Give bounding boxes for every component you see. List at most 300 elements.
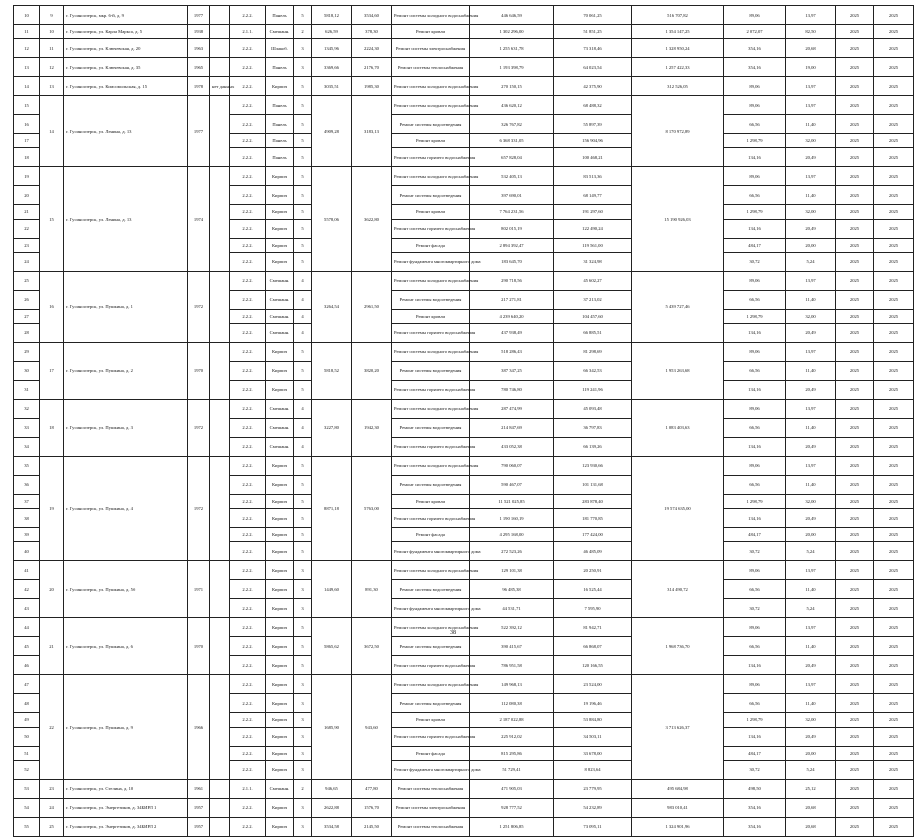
house-number: 24 xyxy=(40,798,64,817)
work-type: Ремонт системы водоотведения xyxy=(392,637,470,656)
building-group: 2.2.2. xyxy=(230,494,266,508)
plan-year-start: 2025 xyxy=(836,494,874,508)
building-group: 2.1.1. xyxy=(230,25,266,39)
table-row xyxy=(14,77,914,96)
year-note xyxy=(210,39,230,58)
contribution: 16 525,44 xyxy=(554,580,632,599)
row-number: 53 xyxy=(14,779,40,798)
specific-cost: 1 298,79 xyxy=(724,134,786,148)
specific-cost: 134,16 xyxy=(724,148,786,167)
wall-material: Кирпич xyxy=(266,746,294,760)
work-type: Ремонт системы водоотведения xyxy=(392,418,470,437)
contribution: 55 897,39 xyxy=(554,115,632,134)
house-number: 11 xyxy=(40,39,64,58)
work-type: Ремонт системы горячего водоснабжения xyxy=(392,656,470,675)
specific-cost: 66,56 xyxy=(724,694,786,713)
specific-cost: 89,06 xyxy=(724,167,786,186)
building-group: 2.2.2. xyxy=(230,528,266,542)
row-number: 54 xyxy=(14,798,40,817)
work-type: Ремонт фасада xyxy=(392,238,470,252)
contribution: 119 561,00 xyxy=(554,238,632,252)
plan-year-start: 2025 xyxy=(836,675,874,694)
building-group: 2.2.2. xyxy=(230,6,266,25)
year-note xyxy=(210,399,230,456)
row-number: 51 xyxy=(14,746,40,760)
rate-value: 11,40 xyxy=(786,290,836,309)
year-note xyxy=(210,779,230,798)
plan-year-end: 2025 xyxy=(874,167,914,186)
floor-count: 3 xyxy=(294,746,312,760)
contribution: 66 868,07 xyxy=(554,637,632,656)
house-address: г. Гусиноозерск, ул. Ленина, д. 13 xyxy=(64,96,188,167)
row-number: 30 xyxy=(14,361,40,380)
specific-cost: 484,17 xyxy=(724,238,786,252)
rate-value: 20,49 xyxy=(786,323,836,342)
row-number: 24 xyxy=(14,252,40,271)
contribution: 81 942,71 xyxy=(554,618,632,637)
work-cost: 11 521 025,85 xyxy=(470,494,554,508)
plan-year-start: 2025 xyxy=(836,656,874,675)
row-number: 40 xyxy=(14,542,40,561)
work-cost: 4 295 168,00 xyxy=(470,528,554,542)
work-cost: 437 938,49 xyxy=(470,323,554,342)
year-note xyxy=(210,271,230,342)
rate-value: 82,50 xyxy=(786,25,836,39)
plan-year-start: 2025 xyxy=(836,618,874,637)
table-row xyxy=(14,58,914,77)
floor-count: 4 xyxy=(294,290,312,309)
house-number: 20 xyxy=(40,561,64,618)
row-number: 20 xyxy=(14,186,40,205)
specific-cost: 134,16 xyxy=(724,380,786,399)
plan-year-start: 2025 xyxy=(836,323,874,342)
specific-cost: 134,16 xyxy=(724,219,786,238)
work-cost: 272 523,26 xyxy=(470,542,554,561)
plan-year-start: 2025 xyxy=(836,475,874,494)
work-type: Ремонт системы водоотведения xyxy=(392,580,470,599)
house-total-cost: 5 439 727,46 xyxy=(632,271,724,342)
plan-year-end: 2025 xyxy=(874,96,914,115)
work-type: Ремонт системы холодного водоснабжения xyxy=(392,96,470,115)
total-area: 5578,06 xyxy=(312,167,352,271)
plan-year-start: 2025 xyxy=(836,509,874,528)
build-year: 1970 xyxy=(188,342,210,399)
work-type: Ремонт системы водоотведения xyxy=(392,361,470,380)
work-cost: 270 150,15 xyxy=(470,77,554,96)
building-group: 2.2.2. xyxy=(230,542,266,561)
work-cost: 7 764 231,56 xyxy=(470,205,554,219)
plan-year-end: 2025 xyxy=(874,494,914,508)
row-number: 47 xyxy=(14,675,40,694)
living-area: 2145,50 xyxy=(352,817,392,836)
work-type: Ремонт системы холодного водоснабжения xyxy=(392,456,470,475)
rate-value: 11,40 xyxy=(786,361,836,380)
plan-year-start: 2025 xyxy=(836,115,874,134)
year-note xyxy=(210,618,230,675)
work-cost: 780 746,80 xyxy=(470,380,554,399)
plan-year-end: 2025 xyxy=(874,186,914,205)
house-number: 16 xyxy=(40,271,64,342)
building-group: 2.2.2. xyxy=(230,77,266,96)
plan-year-end: 2025 xyxy=(874,542,914,561)
plan-year-end: 2025 xyxy=(874,238,914,252)
specific-cost: 89,06 xyxy=(724,561,786,580)
year-note xyxy=(210,58,230,77)
plan-year-start: 2025 xyxy=(836,418,874,437)
floor-count: 5 xyxy=(294,542,312,561)
contribution: 156 904,96 xyxy=(554,134,632,148)
house-address: г. Гусиноозерск, ул. Стелина, д. 10 xyxy=(64,779,188,798)
contribution: 23 779,95 xyxy=(554,779,632,798)
wall-material: Смешанн. xyxy=(266,323,294,342)
row-number: 32 xyxy=(14,399,40,418)
specific-cost: 89,06 xyxy=(724,6,786,25)
contribution: 177 424,00 xyxy=(554,528,632,542)
specific-cost: 30,72 xyxy=(724,252,786,271)
work-type: Ремонт системы холодного водоснабжения xyxy=(392,77,470,96)
wall-material: Смешанн. xyxy=(266,290,294,309)
build-year: 1978 xyxy=(188,77,210,96)
specific-cost: 66,56 xyxy=(724,637,786,656)
work-cost: 290 718,56 xyxy=(470,271,554,290)
specific-cost: 354,16 xyxy=(724,39,786,58)
building-group: 2.2.2. xyxy=(230,399,266,418)
work-type: Ремонт системы горячего водоснабжения xyxy=(392,727,470,746)
specific-cost: 484,17 xyxy=(724,528,786,542)
specific-cost: 66,56 xyxy=(724,186,786,205)
house-address: г. Гусиноозерск, ул. Карла Маркса, д. 5 xyxy=(64,25,188,39)
plan-year-start: 2025 xyxy=(836,309,874,323)
plan-year-end: 2025 xyxy=(874,252,914,271)
total-area: 5818,52 xyxy=(312,342,352,399)
work-cost: 397 690,01 xyxy=(470,186,554,205)
building-group: 2.2.2. xyxy=(230,167,266,186)
wall-material: Смешанн. xyxy=(266,25,294,39)
building-group: 2.2.2. xyxy=(230,798,266,817)
rate-value: 13,97 xyxy=(786,6,836,25)
work-cost: 225 912,02 xyxy=(470,727,554,746)
work-cost: 518 286,43 xyxy=(470,342,554,361)
house-address: г. Гусиноозерск, ул. Пушкина, д. 4 xyxy=(64,456,188,560)
table-row xyxy=(14,675,914,694)
work-cost: 2 187 022,88 xyxy=(470,713,554,727)
work-cost: 149 968,13 xyxy=(470,675,554,694)
rate-value: 25,12 xyxy=(786,779,836,798)
row-number: 42 xyxy=(14,580,40,599)
work-cost: 657 828,04 xyxy=(470,148,554,167)
specific-cost: 354,16 xyxy=(724,798,786,817)
wall-material: Смешанн. xyxy=(266,418,294,437)
build-year: 1963 xyxy=(188,39,210,58)
wall-material: Кирпич xyxy=(266,637,294,656)
work-type: Ремонт системы горячего водоснабжения xyxy=(392,380,470,399)
work-cost: 532 405,13 xyxy=(470,167,554,186)
work-type: Ремонт кровли xyxy=(392,494,470,508)
rate-value: 20,00 xyxy=(786,528,836,542)
wall-material: Кирпич xyxy=(266,219,294,238)
rate-value: 11,40 xyxy=(786,186,836,205)
plan-year-end: 2025 xyxy=(874,219,914,238)
building-group: 2.2.2. xyxy=(230,675,266,694)
contribution: 51 851,25 xyxy=(554,25,632,39)
rate-value: 5,24 xyxy=(786,252,836,271)
rate-value: 11,40 xyxy=(786,115,836,134)
building-group: 2.2.2. xyxy=(230,271,266,290)
year-note xyxy=(210,675,230,779)
contribution: 7 595,90 xyxy=(554,599,632,618)
build-year: 1961 xyxy=(188,779,210,798)
contribution: 33 678,00 xyxy=(554,746,632,760)
rate-value: 32,00 xyxy=(786,134,836,148)
floor-count: 3 xyxy=(294,39,312,58)
build-year: 1938 xyxy=(188,25,210,39)
specific-cost: 1 298,79 xyxy=(724,713,786,727)
house-total-cost: 495 684,98 xyxy=(632,779,724,798)
building-group: 2.2.2. xyxy=(230,342,266,361)
plan-year-start: 2025 xyxy=(836,58,874,77)
total-area: 1449,60 xyxy=(312,561,352,618)
contribution: 81 298,69 xyxy=(554,342,632,361)
rate-value: 11,40 xyxy=(786,580,836,599)
building-group: 2.2.2. xyxy=(230,817,266,836)
plan-year-start: 2025 xyxy=(836,713,874,727)
work-cost: 96 485,38 xyxy=(470,580,554,599)
total-area: 946,65 xyxy=(312,779,352,798)
plan-year-start: 2025 xyxy=(836,694,874,713)
table-row xyxy=(14,6,914,25)
work-cost: 436 620,12 xyxy=(470,96,554,115)
plan-year-end: 2025 xyxy=(874,580,914,599)
living-area: 5763,00 xyxy=(352,456,392,560)
wall-material: Кирпич xyxy=(266,760,294,779)
year-note xyxy=(210,817,230,836)
total-area: 3227,80 xyxy=(312,399,352,456)
work-type: Ремонт фундамента многоквартирного дома xyxy=(392,252,470,271)
row-number: 16 xyxy=(14,115,40,134)
total-area: 1345,96 xyxy=(312,39,352,58)
building-group: 2.2.2. xyxy=(230,219,266,238)
row-number: 14 xyxy=(14,77,40,96)
work-type: Ремонт фундамента многоквартирного дома xyxy=(392,542,470,561)
house-address: г. Гусиноозерск, ул. Пушкина, д. 9 xyxy=(64,675,188,779)
page-number: 38 xyxy=(450,630,456,636)
work-type: Ремонт системы теплоснабжения xyxy=(392,779,470,798)
row-number: 45 xyxy=(14,637,40,656)
plan-year-start: 2025 xyxy=(836,6,874,25)
plan-year-end: 2025 xyxy=(874,342,914,361)
house-number: 22 xyxy=(40,675,64,779)
row-number: 34 xyxy=(14,437,40,456)
wall-material: Кирпич xyxy=(266,561,294,580)
building-group: 2.2.2. xyxy=(230,418,266,437)
building-group: 2.2.2. xyxy=(230,727,266,746)
work-type: Ремонт системы электроснабжения xyxy=(392,39,470,58)
plan-year-end: 2025 xyxy=(874,115,914,134)
living-area: 943,60 xyxy=(352,675,392,779)
repair-register-table xyxy=(13,5,914,837)
rate-value: 20,68 xyxy=(786,798,836,817)
row-number: 22 xyxy=(14,219,40,238)
work-type: Ремонт системы горячего водоснабжения xyxy=(392,148,470,167)
work-cost: 129 101,38 xyxy=(470,561,554,580)
floor-count: 5 xyxy=(294,219,312,238)
row-number: 18 xyxy=(14,148,40,167)
house-address: г. Гусиноозерск, ул. Энергетиков, д. 34БИРЛ 2 xyxy=(64,817,188,836)
rate-value: 11,40 xyxy=(786,418,836,437)
plan-year-end: 2025 xyxy=(874,271,914,290)
house-total-cost: 516 707,82 xyxy=(632,6,724,25)
contribution: 104 457,60 xyxy=(554,309,632,323)
build-year: 1957 xyxy=(188,817,210,836)
wall-material: Кирпич xyxy=(266,475,294,494)
floor-count: 5 xyxy=(294,475,312,494)
plan-year-end: 2025 xyxy=(874,637,914,656)
house-address: г. Гусиноозерск, ул. Пушкина, д. 2 xyxy=(64,342,188,399)
row-number: 46 xyxy=(14,656,40,675)
contribution: 66 342,53 xyxy=(554,361,632,380)
plan-year-start: 2025 xyxy=(836,580,874,599)
contribution: 122 490,24 xyxy=(554,219,632,238)
house-total-cost: 1 968 736,70 xyxy=(632,618,724,675)
plan-year-start: 2025 xyxy=(836,167,874,186)
specific-cost: 89,06 xyxy=(724,618,786,637)
wall-material: Панель xyxy=(266,6,294,25)
plan-year-end: 2025 xyxy=(874,148,914,167)
work-cost: 928 777,52 xyxy=(470,798,554,817)
contribution: 34 503,11 xyxy=(554,727,632,746)
row-number: 31 xyxy=(14,380,40,399)
work-type: Ремонт системы холодного водоснабжения xyxy=(392,342,470,361)
work-cost: 326 767,82 xyxy=(470,115,554,134)
wall-material: Кирпич xyxy=(266,675,294,694)
total-area: 3534,58 xyxy=(312,817,352,836)
plan-year-start: 2025 xyxy=(836,779,874,798)
rate-value: 11,40 xyxy=(786,475,836,494)
building-group: 2.2.2. xyxy=(230,694,266,713)
rate-value: 13,97 xyxy=(786,618,836,637)
work-cost: 471 905,03 xyxy=(470,779,554,798)
year-note xyxy=(210,6,230,25)
plan-year-end: 2025 xyxy=(874,418,914,437)
wall-material: Смешанн. xyxy=(266,779,294,798)
floor-count: 2 xyxy=(294,779,312,798)
specific-cost: 354,16 xyxy=(724,58,786,77)
specific-cost: 66,56 xyxy=(724,115,786,134)
wall-material: Кирпич xyxy=(266,186,294,205)
plan-year-end: 2025 xyxy=(874,760,914,779)
specific-cost: 1 298,79 xyxy=(724,205,786,219)
house-number: 10 xyxy=(40,25,64,39)
contribution: 68 149,77 xyxy=(554,186,632,205)
row-number: 10 xyxy=(14,6,40,25)
contribution: 53 884,80 xyxy=(554,713,632,727)
contribution: 119 241,96 xyxy=(554,380,632,399)
work-cost: 183 645,70 xyxy=(470,252,554,271)
wall-material: Панель xyxy=(266,134,294,148)
building-group: 2.2.2. xyxy=(230,134,266,148)
plan-year-start: 2025 xyxy=(836,361,874,380)
house-number: 18 xyxy=(40,399,64,456)
row-number: 15 xyxy=(14,96,40,115)
plan-year-start: 2025 xyxy=(836,205,874,219)
row-number: 43 xyxy=(14,599,40,618)
living-area: 3622,80 xyxy=(352,167,392,271)
wall-material: Кирпич xyxy=(266,542,294,561)
building-group: 2.2.2. xyxy=(230,580,266,599)
wall-material: Кирпич xyxy=(266,817,294,836)
wall-material: Смешанн. xyxy=(266,271,294,290)
floor-count: 5 xyxy=(294,380,312,399)
contribution: 8 823,64 xyxy=(554,760,632,779)
floor-count: 3 xyxy=(294,798,312,817)
specific-cost: 66,56 xyxy=(724,418,786,437)
building-group: 2.2.2. xyxy=(230,361,266,380)
house-number: 15 xyxy=(40,167,64,271)
work-cost: 433 052,38 xyxy=(470,437,554,456)
wall-material: Кирпич xyxy=(266,509,294,528)
plan-year-end: 2025 xyxy=(874,675,914,694)
plan-year-end: 2025 xyxy=(874,746,914,760)
plan-year-end: 2025 xyxy=(874,437,914,456)
living-area: 1576,70 xyxy=(352,798,392,817)
plan-year-end: 2025 xyxy=(874,456,914,475)
plan-year-start: 2025 xyxy=(836,96,874,115)
building-group: 2.2.2. xyxy=(230,252,266,271)
specific-cost: 66,56 xyxy=(724,361,786,380)
rate-value: 20,00 xyxy=(786,746,836,760)
building-group: 2.2.2. xyxy=(230,380,266,399)
living-area: 1985,30 xyxy=(352,77,392,96)
plan-year-start: 2025 xyxy=(836,290,874,309)
specific-cost: 134,16 xyxy=(724,509,786,528)
house-total-cost: 3 713 626,37 xyxy=(632,675,724,779)
living-area: 2224,30 xyxy=(352,39,392,58)
floor-count: 5 xyxy=(294,637,312,656)
floor-count: 3 xyxy=(294,727,312,746)
row-number: 49 xyxy=(14,713,40,727)
total-area: 5865,62 xyxy=(312,618,352,675)
work-cost: 4 239 640,20 xyxy=(470,309,554,323)
work-cost: 390 415,67 xyxy=(470,637,554,656)
work-cost: 790 060,07 xyxy=(470,456,554,475)
floor-count: 4 xyxy=(294,418,312,437)
floor-count: 4 xyxy=(294,309,312,323)
specific-cost: 354,16 xyxy=(724,817,786,836)
specific-cost: 89,06 xyxy=(724,77,786,96)
work-type: Ремонт системы водоотведения xyxy=(392,475,470,494)
floor-count: 5 xyxy=(294,656,312,675)
plan-year-end: 2025 xyxy=(874,205,914,219)
work-type: Ремонт системы горячего водоснабжения xyxy=(392,509,470,528)
house-address: г. Гусиноозерск, ул. Пушкина, д. 3 xyxy=(64,399,188,456)
year-note xyxy=(210,167,230,271)
table-row xyxy=(14,561,914,580)
rate-value: 13,97 xyxy=(786,167,836,186)
year-note xyxy=(210,456,230,560)
specific-cost: 89,06 xyxy=(724,96,786,115)
row-number: 17 xyxy=(14,134,40,148)
work-cost: 1 255 631,78 xyxy=(470,39,554,58)
rate-value: 13,97 xyxy=(786,456,836,475)
contribution: 66 139,26 xyxy=(554,437,632,456)
floor-count: 5 xyxy=(294,456,312,475)
floor-count: 5 xyxy=(294,361,312,380)
plan-year-start: 2025 xyxy=(836,798,874,817)
contribution: 70 061,25 xyxy=(554,6,632,25)
wall-material: Кирпич xyxy=(266,252,294,271)
plan-year-end: 2025 xyxy=(874,618,914,637)
work-type: Ремонт системы водоотведения xyxy=(392,186,470,205)
